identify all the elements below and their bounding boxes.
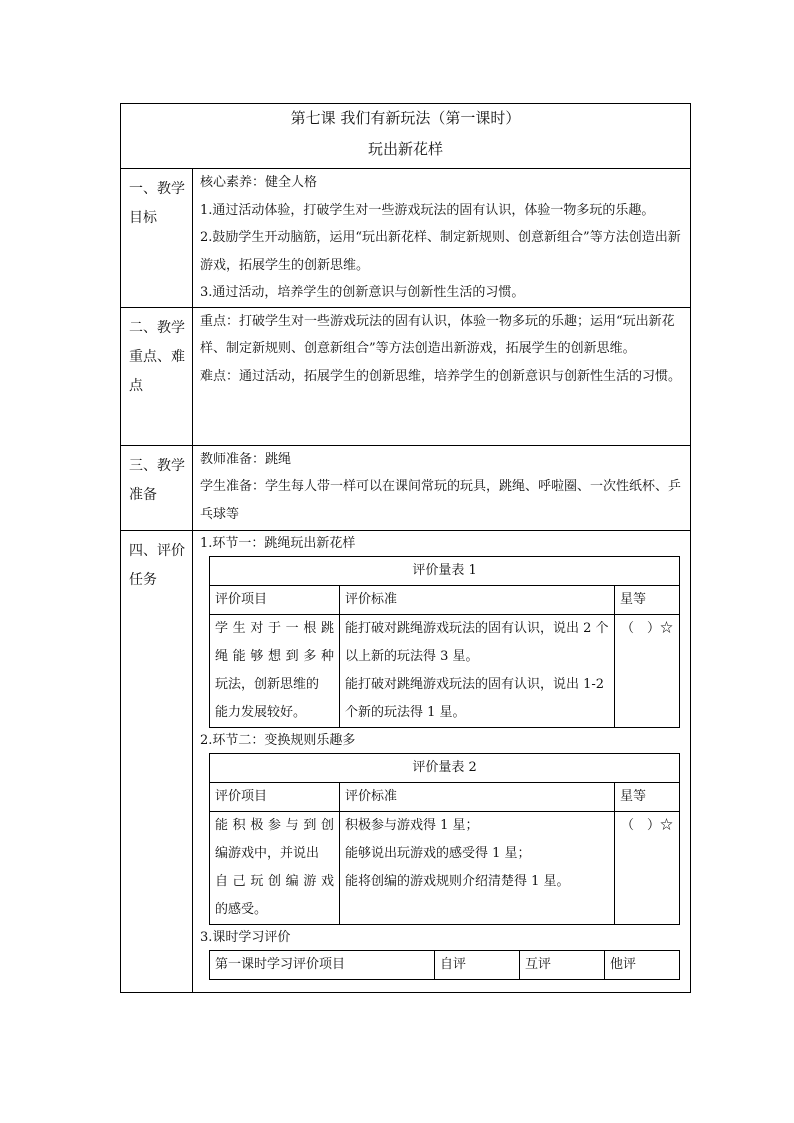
- difficult-points: 难点：通过活动，拓展学生的创新思维，培养学生的创新意识与创新性生活的习惯。: [200, 368, 682, 384]
- rubric-table-2: [209, 753, 680, 925]
- rubric-2-title: 评价量表 2: [210, 753, 680, 782]
- rubric-1-col-item: 评价项目: [210, 585, 340, 614]
- rubric-1-title: 评价量表 1: [210, 556, 680, 585]
- rubric-2-standard: 积极参与游戏得 1 星； 能够说出玩游戏的感受得 1 星； 能将创编的游戏规则介绍清楚得 1 星。: [340, 811, 615, 924]
- rubric-2-col-item: 评价项目: [210, 782, 340, 811]
- rubric-table-1: [209, 556, 680, 728]
- keypoints-label: 二、教学 重点、难 点: [121, 307, 193, 445]
- self-eval-col-self: 自评: [435, 950, 520, 979]
- self-eval-table: [209, 950, 680, 980]
- lesson-title: 第七课 我们有新玩法（第一课时）: [290, 109, 521, 127]
- student-prep: 学生准备：学生每人带一样可以在课间常玩的玩具，跳绳、呼啦圈、一次性纸杯、乒乓球等: [200, 479, 682, 522]
- rubric-1-standard: 能打破对跳绳游戏玩法的固有认识，说出 2 个以上新的玩法得 3 星。 能打破对跳绳游戏玩法的固有认识，说出 1-2 个新的玩法得 1 星。: [340, 614, 615, 727]
- self-eval-col-peer: 互评: [520, 950, 605, 979]
- prep-content: [193, 445, 691, 530]
- section-2-heading: 2.环节二：变换规则乐趣多: [200, 732, 356, 748]
- self-eval-col-item: 第一课时学习评价项目: [210, 950, 435, 979]
- key-points: 重点：打破学生对一些游戏玩法的固有认识，体验一物多玩的乐趣；运用“玩出新花样、制定新规则、创意新组合”等方法创造出新游戏，拓展学生的创新思维。: [200, 313, 675, 356]
- prep-label: 三、教学 准备: [121, 445, 193, 530]
- rubric-1-col-level: 星等: [615, 585, 680, 614]
- lesson-subtitle: 玩出新花样: [367, 140, 443, 158]
- rubric-1-col-standard: 评价标准: [340, 585, 615, 614]
- goals-content: [193, 169, 691, 308]
- lesson-plan-table: [120, 103, 691, 993]
- rubric-2-star-level: （ ）☆: [615, 811, 680, 924]
- title-cell: [121, 104, 691, 169]
- rubric-2-item: 能积极参与到创 编游戏中，并说出 自己玩创编游戏 的感受。: [210, 811, 340, 924]
- teacher-prep: 教师准备：跳绳: [200, 451, 292, 467]
- self-eval-col-other: 他评: [605, 950, 680, 979]
- section-1-heading: 1.环节一：跳绳玩出新花样: [200, 535, 356, 551]
- goal-item: 1.通过活动体验，打破学生对一些游戏玩法的固有认识，体验一物多玩的乐趣。: [200, 202, 655, 218]
- goals-label: 一、教学 目标: [121, 169, 193, 308]
- rubric-1-item: 学生对于一根跳 绳能够想到多种 玩法，创新思维的 能力发展较好。: [210, 614, 340, 727]
- goal-item: 2.鼓励学生开动脑筋，运用“玩出新花样、制定新规则、创意新组合”等方法创造出新游戏，拓展学生的创新思维。: [200, 230, 681, 273]
- rubric-1-star-level: （ ）☆: [615, 614, 680, 727]
- core-literacy: 核心素养：健全人格: [200, 175, 318, 190]
- rubric-2-col-level: 星等: [615, 782, 680, 811]
- rubric-2-col-standard: 评价标准: [340, 782, 615, 811]
- eval-content: [193, 530, 691, 992]
- section-3-heading: 3.课时学习评价: [200, 929, 291, 945]
- eval-label: 四、评价 任务: [121, 530, 193, 992]
- goal-item: 3.通过活动，培养学生的创新意识与创新性生活的习惯。: [200, 285, 525, 300]
- keypoints-content: [193, 307, 691, 445]
